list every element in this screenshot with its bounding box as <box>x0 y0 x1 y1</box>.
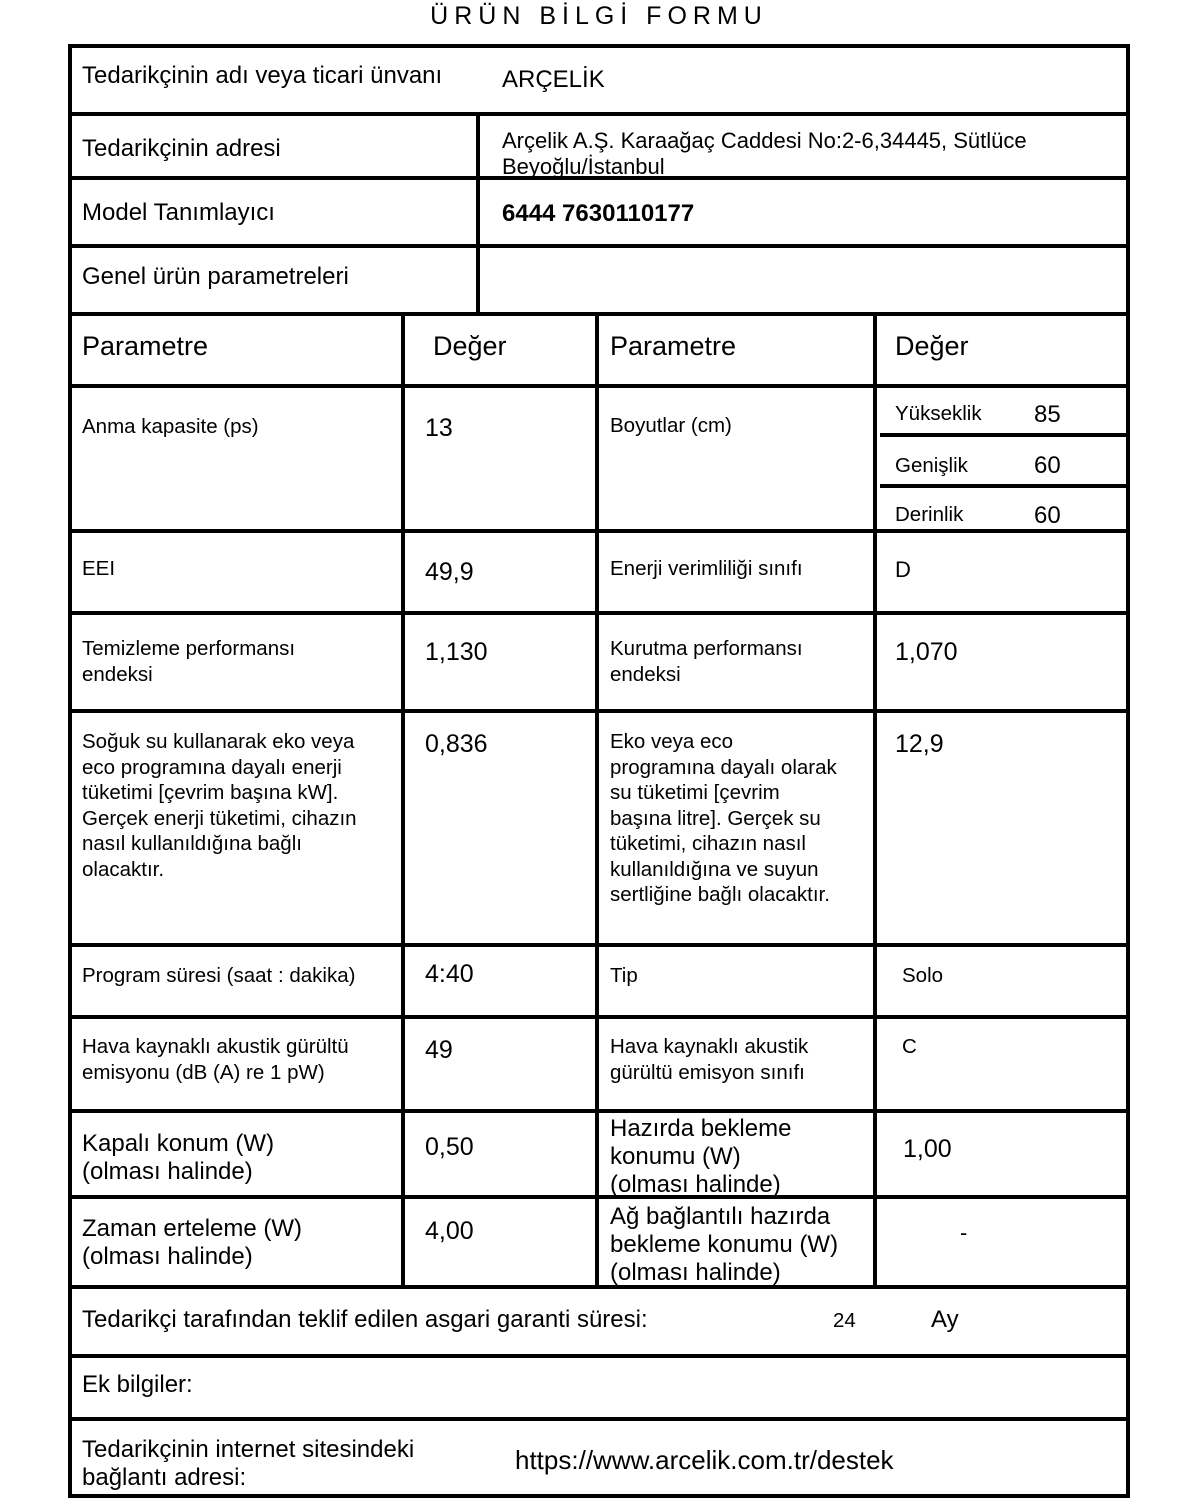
label-line: Tedarikçinin internet sitesindeki <box>82 1436 415 1463</box>
water-consumption-value: 12,9 <box>895 730 944 758</box>
rule <box>401 316 405 1287</box>
program-duration-value: 4:40 <box>425 960 474 988</box>
height-label: Yükseklik <box>895 402 982 425</box>
rule <box>1126 44 1130 1498</box>
energy-consumption-label <box>82 729 357 882</box>
label-line: Gerçek enerji tüketimi, cihazın <box>82 806 357 830</box>
rule <box>880 433 1130 437</box>
header-value-left: Değer <box>433 331 507 361</box>
cleaning-performance-label <box>82 636 295 687</box>
label-line: (olması halinde) <box>610 1171 781 1198</box>
energy-consumption-value: 0,836 <box>425 730 488 758</box>
address-line: Arçelik A.Ş. Karaağaç Caddesi No:2-6,34445, Sütlüce <box>502 128 1027 153</box>
label-line: Hava kaynaklı akustik <box>610 1035 809 1058</box>
label-line: Kurutma performansı <box>610 637 803 660</box>
label-line: Hazırda bekleme <box>610 1115 792 1142</box>
model-identifier-value: 6444 7630110177 <box>502 200 695 227</box>
supplier-address-label: Tedarikçinin adresi <box>82 135 281 162</box>
rule <box>68 44 1130 48</box>
width-label: Genişlik <box>895 454 968 477</box>
rule <box>68 1015 1130 1019</box>
cleaning-performance-value: 1,130 <box>425 638 488 666</box>
networked-standby-value: - <box>960 1220 968 1245</box>
label-line: tüketimi [çevrim başına kW]. <box>82 781 339 804</box>
label-line: (olması halinde) <box>82 1243 253 1270</box>
label-line: endeksi <box>82 662 153 686</box>
noise-emission-value: 49 <box>425 1036 453 1064</box>
rule <box>68 943 1130 947</box>
drying-performance-value: 1,070 <box>895 638 958 666</box>
warranty-label: Tedarikçi tarafından teklif edilen asgari garanti süresi: <box>82 1306 648 1333</box>
noise-class-label <box>610 1034 808 1085</box>
program-duration-label: Program süresi (saat : dakika) <box>82 964 356 987</box>
rule <box>880 484 1130 488</box>
rule <box>68 312 1130 316</box>
rule <box>68 1195 1130 1199</box>
label-line: nasıl kullanıldığına bağlı <box>82 832 302 855</box>
rule <box>68 1354 1130 1358</box>
drying-performance-label <box>610 636 803 687</box>
label-line: başına litre]. Gerçek su <box>610 806 821 830</box>
rule <box>68 611 1130 615</box>
networked-standby-label <box>610 1203 838 1287</box>
address-line: Beyoğlu/İstanbul <box>502 154 665 179</box>
general-parameters-label: Genel ürün parametreleri <box>82 263 349 290</box>
energy-class-label: Enerji verimliliği sınıfı <box>610 557 803 580</box>
label-line: Hava kaynaklı akustik gürültü <box>82 1035 349 1058</box>
standby-label <box>610 1115 791 1199</box>
label-line: Soğuk su kullanarak eko veya <box>82 730 355 753</box>
label-line: emisyonu (dB (A) re 1 pW) <box>82 1060 325 1084</box>
rule <box>68 1285 1130 1289</box>
label-line: eco programına dayalı enerji <box>82 755 342 779</box>
rule <box>68 112 1130 116</box>
supplier-name-value: ARÇELİK <box>502 66 605 93</box>
rule <box>595 316 599 1287</box>
rated-capacity-label: Anma kapasite (ps) <box>82 415 259 438</box>
standby-value: 1,00 <box>903 1135 952 1163</box>
width-value: 60 <box>1034 452 1061 479</box>
label-line: Ağ bağlantılı hazırda <box>610 1203 831 1230</box>
header-value-right: Değer <box>895 331 969 361</box>
label-line: su tüketimi [çevrim <box>610 781 780 804</box>
label-line: gürültü emisyon sınıfı <box>610 1060 805 1084</box>
header-parameter-left: Parametre <box>82 331 209 361</box>
website-url-link[interactable]: https://www.arcelik.com.tr/destek <box>515 1445 894 1475</box>
rule <box>68 1494 1130 1498</box>
label-line: endeksi <box>610 662 681 686</box>
label-line: sertliğine bağlı olacaktır. <box>610 883 830 906</box>
off-mode-value: 0,50 <box>425 1133 474 1161</box>
rule <box>68 1109 1130 1113</box>
label-line: (olması halinde) <box>610 1259 781 1286</box>
header-parameter-right: Parametre <box>610 331 737 361</box>
depth-value: 60 <box>1034 502 1061 529</box>
energy-class-value: D <box>895 557 911 582</box>
rule <box>68 1417 1130 1421</box>
label-line: (olması halinde) <box>82 1158 253 1185</box>
delay-start-label <box>82 1215 302 1271</box>
rule <box>68 529 1130 533</box>
eei-label: EEI <box>82 557 116 580</box>
label-line: Zaman erteleme (W) <box>82 1215 303 1242</box>
off-mode-label <box>82 1130 274 1186</box>
rule <box>476 112 480 312</box>
depth-label: Derinlik <box>895 503 964 526</box>
label-line: Eko veya eco <box>610 730 734 753</box>
rule <box>68 44 72 1498</box>
additional-info-label: Ek bilgiler: <box>82 1371 193 1398</box>
noise-emission-label <box>82 1034 349 1085</box>
label-line: programına dayalı olarak <box>610 755 837 779</box>
rule <box>68 384 1130 388</box>
rule <box>68 709 1130 713</box>
label-line: Temizleme performansı <box>82 637 296 660</box>
form-title: ÜRÜN BİLGİ FORMU <box>430 2 768 30</box>
water-consumption-label <box>610 729 837 908</box>
delay-start-value: 4,00 <box>425 1217 474 1245</box>
label-line: bekleme konumu (W) <box>610 1231 839 1258</box>
eei-value: 49,9 <box>425 558 474 586</box>
supplier-name-label: Tedarikçinin adı veya ticari ünvanı <box>82 62 443 89</box>
website-label <box>82 1436 414 1492</box>
dimensions-label: Boyutlar (cm) <box>610 414 732 437</box>
model-identifier-label: Model Tanımlayıcı <box>82 199 275 226</box>
label-line: Kapalı konum (W) <box>82 1130 275 1157</box>
label-line: kullanıldığına ve suyun <box>610 857 819 881</box>
warranty-unit: Ay <box>931 1306 959 1333</box>
height-value: 85 <box>1034 401 1061 428</box>
noise-class-value: C <box>902 1035 917 1058</box>
label-line: olacaktır. <box>82 857 165 881</box>
label-line: tüketimi, cihazın nasıl <box>610 832 806 855</box>
label-line: bağlantı adresi: <box>82 1464 247 1491</box>
rule <box>68 244 1130 248</box>
rated-capacity-value: 13 <box>425 414 453 442</box>
type-label: Tip <box>610 964 638 987</box>
warranty-value: 24 <box>833 1309 856 1332</box>
type-value: Solo <box>902 964 944 987</box>
label-line: konumu (W) <box>610 1143 741 1170</box>
supplier-address-value <box>502 128 1027 180</box>
rule <box>873 316 877 1287</box>
